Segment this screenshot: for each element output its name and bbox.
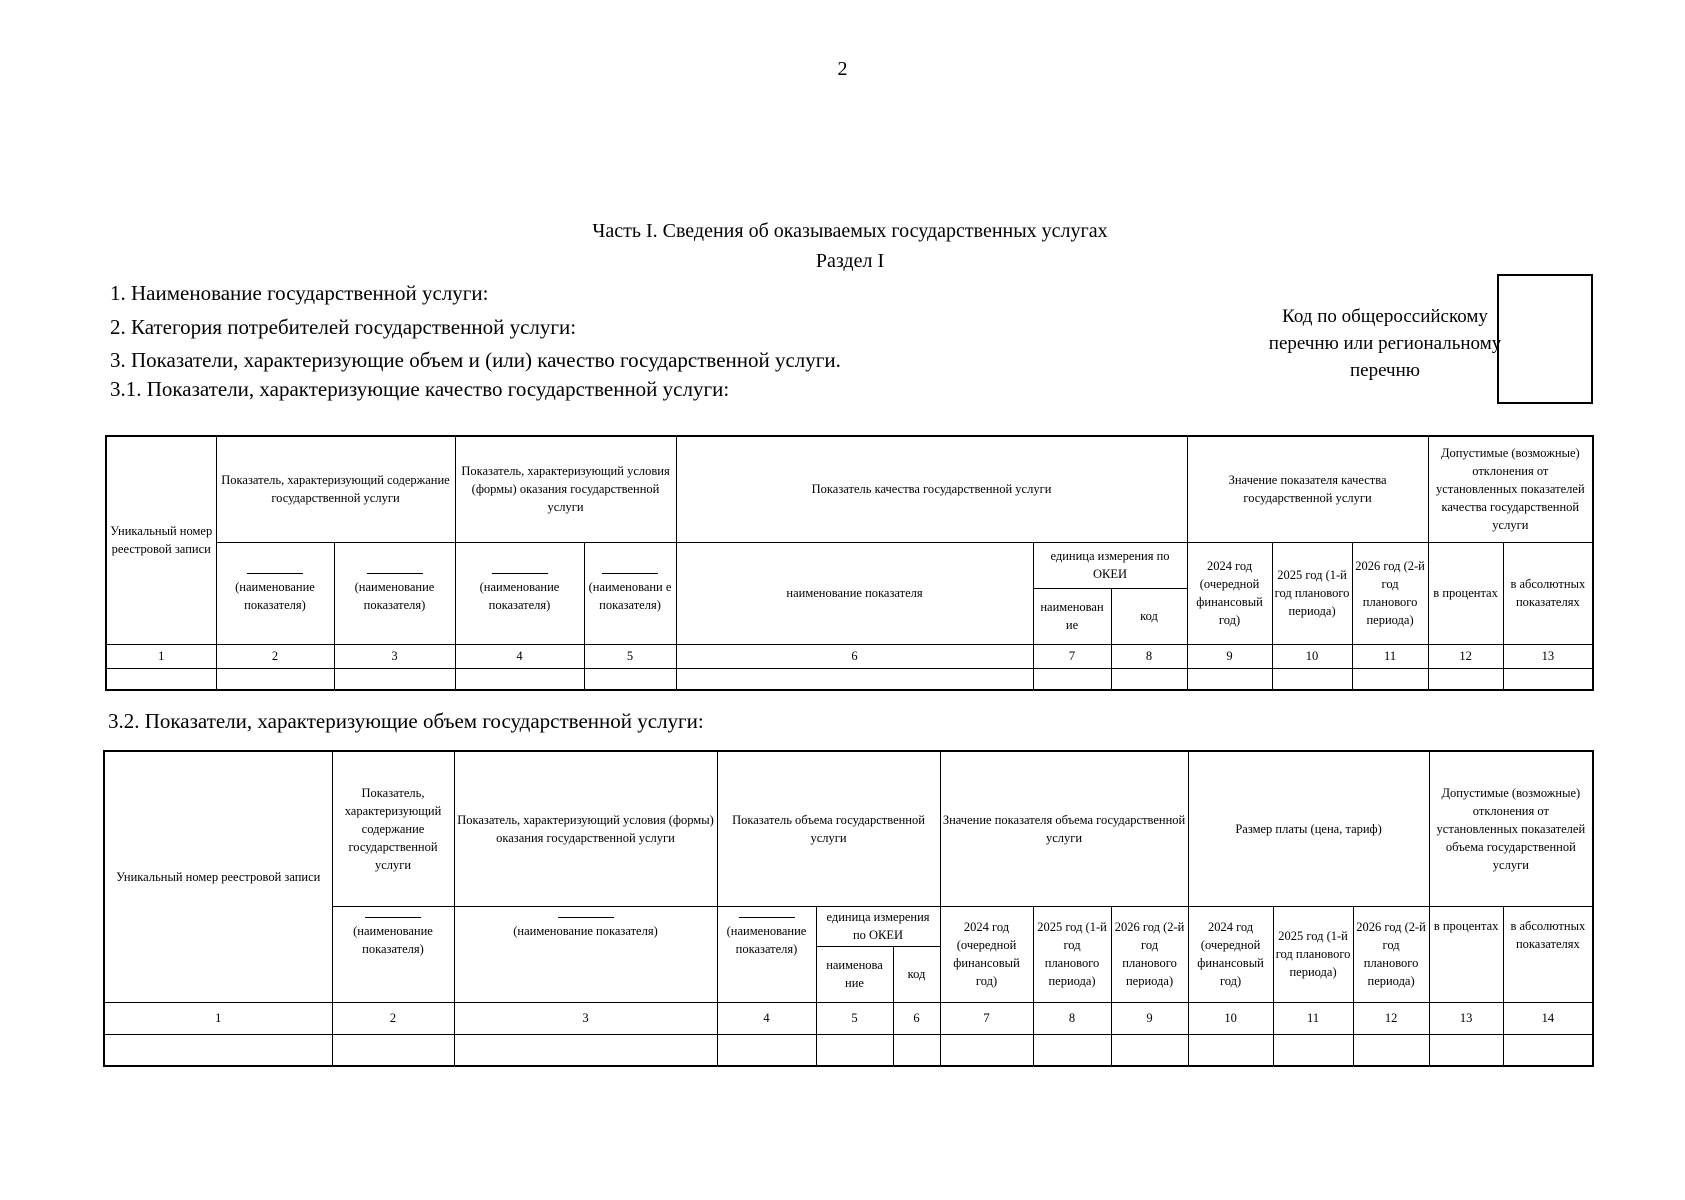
column-number: 11 <box>1273 1002 1353 1034</box>
empty-cell[interactable] <box>1187 668 1272 690</box>
column-number: 13 <box>1429 1002 1503 1034</box>
column-number: 8 <box>1111 644 1187 668</box>
empty-cell[interactable] <box>717 1034 816 1066</box>
volume-indicator-header: Показатель объема государственной услуги <box>717 751 940 906</box>
column-number: 2 <box>216 644 334 668</box>
okei-name-header: наименован ие <box>1033 588 1111 644</box>
quality-indicator-header: Показатель качества государственной услуги <box>676 436 1187 542</box>
deviations-header: Допустимые (возможные) отклонения от установленных показателей качества государственной услуги <box>1428 436 1593 542</box>
column-number: 4 <box>455 644 584 668</box>
column-number: 9 <box>1187 644 1272 668</box>
unique-number-header: Уникальный номер реестровой записи <box>104 751 332 1002</box>
column-number: 12 <box>1353 1002 1429 1034</box>
column-number: 13 <box>1503 644 1593 668</box>
column-number: 12 <box>1428 644 1503 668</box>
empty-cell[interactable] <box>1428 668 1503 690</box>
indicator-name-cell: (наименование показателя) <box>216 542 334 644</box>
empty-cell[interactable] <box>1111 1034 1188 1066</box>
quality-value-header: Значение показателя качества государственной услуги <box>1187 436 1428 542</box>
indicator-name-cell: (наименование показателя) <box>334 542 455 644</box>
indicator-name-cell: (наименование показателя) <box>454 906 717 1002</box>
code-label: Код по общероссийскому перечню или региональному перечню <box>1268 306 1502 381</box>
empty-cell[interactable] <box>1503 1034 1593 1066</box>
okei-unit-header: единица измерения по ОКЕИ <box>1033 542 1187 588</box>
column-number: 10 <box>1272 644 1352 668</box>
empty-cell[interactable] <box>1429 1034 1503 1066</box>
empty-cell[interactable] <box>1188 1034 1273 1066</box>
column-number: 6 <box>676 644 1033 668</box>
empty-cell[interactable] <box>1273 1034 1353 1066</box>
deviations-header: Допустимые (возможные) отклонения от установленных показателей объема государственной услуги <box>1429 751 1593 906</box>
part-title: Часть I. Сведения об оказываемых государственных услугах <box>592 220 1108 242</box>
column-number: 11 <box>1352 644 1428 668</box>
column-number: 2 <box>332 1002 454 1034</box>
column-number: 10 <box>1188 1002 1273 1034</box>
empty-cell[interactable] <box>584 668 676 690</box>
okei-code-header: код <box>893 946 940 1002</box>
volume-year-2026-header: 2026 год (2-й год планового периода) <box>1111 906 1188 1002</box>
fee-year-2025-header: 2025 год (1-й год планового периода) <box>1273 906 1353 1002</box>
in-absolute-header: в абсолютных показателях <box>1503 542 1593 644</box>
column-number: 1 <box>106 644 216 668</box>
column-number: 5 <box>584 644 676 668</box>
in-percent-header: в процентах <box>1429 906 1503 1002</box>
column-number: 4 <box>717 1002 816 1034</box>
empty-cell[interactable] <box>1353 1034 1429 1066</box>
okei-unit-header: единица измерения по ОКЕИ <box>816 906 940 946</box>
year-2026-header: 2026 год (2-й год планового периода) <box>1352 542 1428 644</box>
fee-header: Размер платы (цена, тариф) <box>1188 751 1429 906</box>
indicator-name-cell: (наименование показателя) <box>332 906 454 1002</box>
volume-table <box>103 750 1594 1067</box>
indicator-name-full-header: наименование показателя <box>676 542 1033 644</box>
okei-code-header: код <box>1111 588 1187 644</box>
quality-table <box>105 435 1594 691</box>
empty-cell[interactable] <box>106 668 216 690</box>
column-number: 6 <box>893 1002 940 1034</box>
column-number: 5 <box>816 1002 893 1034</box>
empty-cell[interactable] <box>216 668 334 690</box>
empty-cell[interactable] <box>1033 668 1111 690</box>
conditions-indicator-header: Показатель, характеризующий условия (формы) оказания государственной услуги <box>454 751 717 906</box>
empty-cell[interactable] <box>104 1034 332 1066</box>
in-absolute-header: в абсолютных показателях <box>1503 906 1593 1002</box>
empty-cell[interactable] <box>1272 668 1352 690</box>
column-number: 3 <box>454 1002 717 1034</box>
indicator-name-cell: (наименование показателя) <box>455 542 584 644</box>
indicator-name-cell: (наименование показателя) <box>717 906 816 1002</box>
page-number: 2 <box>837 58 848 80</box>
fee-year-2026-header: 2026 год (2-й год планового периода) <box>1353 906 1429 1002</box>
column-number: 9 <box>1111 1002 1188 1034</box>
empty-cell[interactable] <box>893 1034 940 1066</box>
conditions-indicator-header: Показатель, характеризующий условия (формы) оказания государственной услуги <box>455 436 676 542</box>
empty-cell[interactable] <box>1352 668 1428 690</box>
volume-year-2025-header: 2025 год (1-й год планового периода) <box>1033 906 1111 1002</box>
content-indicator-header: Показатель, характеризующий содержание государственной услуги <box>216 436 455 542</box>
indicator-name-cell: (наименовани е показателя) <box>584 542 676 644</box>
empty-cell[interactable] <box>816 1034 893 1066</box>
column-number: 7 <box>1033 644 1111 668</box>
empty-cell[interactable] <box>455 668 584 690</box>
indicators-label: 3. Показатели, характеризующие объем и (или) качество государственной услуги. <box>110 348 841 372</box>
section-title: Раздел I <box>815 250 885 272</box>
service-name-label: 1. Наименование государственной услуги: <box>110 281 489 305</box>
year-2024-header: 2024 год (очередной финансовый год) <box>1187 542 1272 644</box>
empty-cell[interactable] <box>332 1034 454 1066</box>
year-2025-header: 2025 год (1-й год планового периода) <box>1272 542 1352 644</box>
consumer-category-label: 2. Категория потребителей государственной услуги: <box>110 315 577 339</box>
content-indicator-header: Показатель, характеризующий содержание государственной услуги <box>332 751 454 906</box>
column-number: 14 <box>1503 1002 1593 1034</box>
empty-cell[interactable] <box>676 668 1033 690</box>
fee-year-2024-header: 2024 год (очередной финансовый год) <box>1188 906 1273 1002</box>
column-number: 8 <box>1033 1002 1111 1034</box>
okei-name-header: наименова ние <box>816 946 893 1002</box>
quality-indicators-heading: 3.1. Показатели, характеризующие качество государственной услуги: <box>110 377 730 401</box>
in-percent-header: в процентах <box>1428 542 1503 644</box>
column-number: 1 <box>104 1002 332 1034</box>
empty-cell[interactable] <box>940 1034 1033 1066</box>
empty-cell[interactable] <box>454 1034 717 1066</box>
volume-year-2024-header: 2024 год (очередной финансовый год) <box>940 906 1033 1002</box>
code-box <box>1497 274 1593 404</box>
column-number: 3 <box>334 644 455 668</box>
empty-cell[interactable] <box>1033 1034 1111 1066</box>
column-number: 7 <box>940 1002 1033 1034</box>
volume-value-header: Значение показателя объема государственной услуги <box>940 751 1188 906</box>
volume-indicators-heading: 3.2. Показатели, характеризующие объем государственной услуги: <box>108 709 704 733</box>
unique-number-header: Уникальный номер реестровой записи <box>106 436 216 644</box>
empty-cell[interactable] <box>1503 668 1593 690</box>
empty-cell[interactable] <box>334 668 455 690</box>
empty-cell[interactable] <box>1111 668 1187 690</box>
